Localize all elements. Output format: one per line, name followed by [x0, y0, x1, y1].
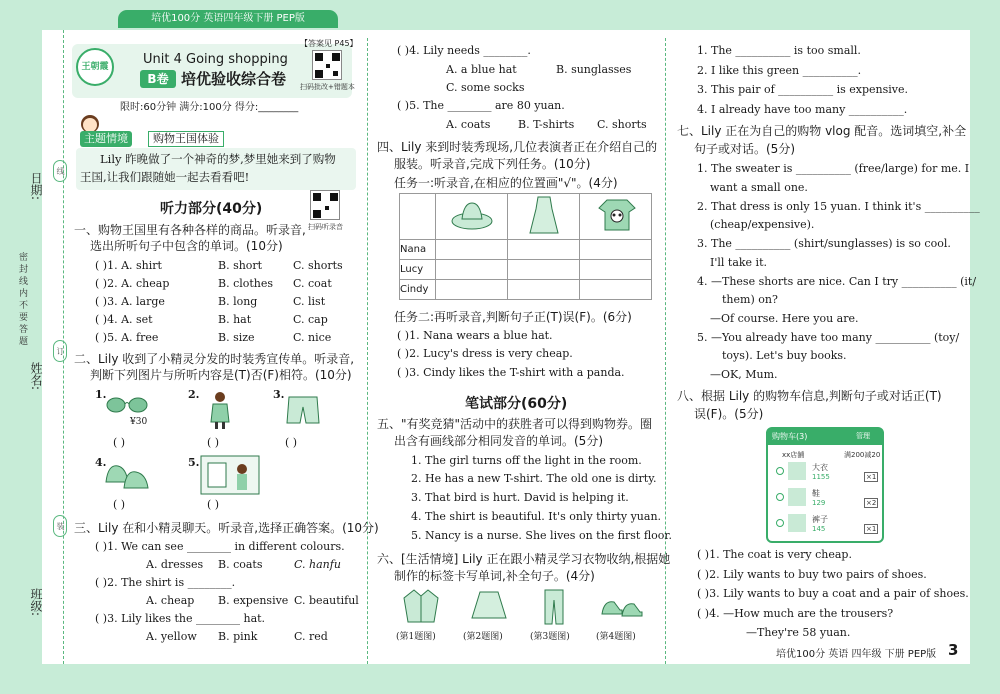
theme-tag: 主题情境 — [80, 131, 132, 147]
q7-heading: 七、Lily 正在为自己的购物 vlog 配音。选词填空,补全 — [677, 124, 967, 138]
option: C. coat — [293, 277, 332, 290]
q7-line: 5. —You already have too many __________ (toy/ — [697, 331, 960, 344]
qr-caption: 扫码听录音 — [308, 223, 343, 231]
q3-item: ( )2. The shirt is ________. — [95, 576, 236, 589]
paper-label: B卷 — [140, 70, 176, 88]
shoes-thumbnail — [788, 488, 806, 506]
tf-item: ( )2. Lily wants to buy two pairs of shoes. — [697, 568, 927, 581]
option: B. expensive — [218, 594, 289, 607]
column-divider — [665, 38, 666, 664]
coat-thumbnail — [788, 462, 806, 480]
select-checkbox[interactable] — [776, 493, 784, 501]
option: C. cap — [293, 313, 328, 326]
bottom-frame — [0, 664, 1000, 694]
option: B. size — [218, 331, 255, 344]
answer-paren: ( ) — [285, 436, 298, 449]
unit-title: Unit 4 Going shopping — [143, 52, 288, 67]
q2-heading: 二、Lily 收到了小精灵分发的时装秀宣传单。听录音, — [74, 352, 355, 366]
time-score-line: 限时:60分钟 满分:100分 得分:________ — [120, 102, 299, 113]
q1-item: ( )3. A. large — [95, 295, 165, 308]
option: B. hat — [218, 313, 252, 326]
sneakers-icon — [600, 594, 644, 618]
q3-item: ( )5. The ________ are 80 yuan. — [397, 99, 565, 112]
check-cell[interactable] — [580, 280, 652, 300]
date-label: 日期: — [29, 172, 43, 201]
cart-title: 购物车(3) — [768, 429, 882, 445]
option: C. shorts — [293, 259, 343, 272]
sunglasses-icon — [106, 396, 148, 414]
trousers-icon — [543, 588, 565, 626]
q1-item: ( )5. A. free — [95, 331, 159, 344]
option: C. list — [293, 295, 326, 308]
q1-heading: 一、购物王国里有各种各样的商品。听录音, — [74, 223, 306, 237]
q4-heading: 四、Lily 来到时装秀现场,几位表演者正在介绍自己的 — [377, 140, 658, 154]
class-label: 班级: — [29, 588, 43, 617]
check-cell[interactable] — [580, 240, 652, 260]
q6-heading: 六、[生活情境] Lily 正在跟小精灵学习衣物收纳,根据她 — [377, 552, 671, 566]
phonics-item: 1. The girl turns off the light in the room. — [411, 454, 642, 467]
q7-line: 1. The sweater is __________ (free/large) for me. I — [697, 162, 970, 175]
fill-item: 3. This pair of __________ is expensive. — [697, 83, 909, 96]
q7-heading: 句子或对话。(5分) — [694, 142, 795, 156]
option: B. pink — [218, 630, 258, 643]
dress-icon — [528, 195, 560, 235]
q4-heading: 服装。听录音,完成下列任务。(10分) — [394, 157, 591, 171]
binding-line — [44, 30, 64, 664]
option: A. coats — [446, 118, 491, 131]
binding-mark: 线 — [53, 160, 67, 182]
answer-reference: 【答案见 P45】 — [300, 39, 358, 48]
name-label: 姓名: — [29, 362, 43, 391]
item-name: 鞋 — [812, 489, 820, 498]
qr-code-icon[interactable] — [310, 190, 340, 220]
price-tag: ¥30 — [130, 417, 148, 427]
book-title-tab: 培优100分 英语四年级下册 PEP版 — [118, 10, 338, 28]
option: C. some socks — [446, 81, 525, 94]
check-cell[interactable] — [436, 280, 508, 300]
option: C. beautiful — [294, 594, 359, 607]
shopping-cart-screen — [766, 427, 884, 543]
binding-mark: 装 — [53, 515, 67, 537]
promo-text: 满200减20 — [844, 451, 881, 459]
answer-paren: ( ) — [207, 498, 220, 511]
phonics-item: 5. Nancy is a nurse. She lives on the first floor. — [411, 529, 672, 542]
panda-tshirt-icon — [597, 198, 637, 232]
option: C. hanfu — [294, 558, 341, 571]
binding-mark: 订 — [53, 340, 67, 362]
option: B. clothes — [218, 277, 274, 290]
q7-line: 2. That dress is only 15 yuan. I think it's __________ — [697, 200, 980, 213]
girl-coat-icon — [206, 390, 234, 430]
q1-item: ( )1. A. shirt — [95, 259, 162, 272]
q1-item: ( )4. A. set — [95, 313, 153, 326]
qr-caption: 扫码批改+错题本 — [300, 83, 355, 91]
coat-icon — [402, 588, 440, 624]
picture-caption: (第2题图) — [463, 632, 503, 642]
q5-heading: 五、"有奖竞猜"活动中的获胜者可以得到购物券。圈 — [377, 417, 653, 431]
shorts-icon — [286, 395, 320, 425]
q6-heading: 制作的标签卡写单词,补全句子。(4分) — [394, 569, 595, 583]
manage-button[interactable]: 管理 — [856, 432, 870, 440]
item-qty[interactable]: ×2 — [866, 499, 877, 507]
q7-line: want a small one. — [710, 181, 808, 194]
q3-item: ( )3. Lily likes the ________ hat. — [95, 612, 266, 625]
trousers-thumbnail — [788, 514, 806, 532]
shop-window-icon — [200, 455, 260, 495]
item-name: 裤子 — [812, 515, 828, 524]
q2-num: 1. — [95, 388, 107, 401]
option: B. long — [218, 295, 258, 308]
answer-paren: ( ) — [113, 498, 126, 511]
page-number: 3 — [948, 641, 959, 659]
check-cell[interactable] — [436, 240, 508, 260]
tf-item: ( )4. —How much are the trousers? — [697, 607, 894, 620]
theme-name: 购物王国体验 — [148, 131, 224, 147]
q7-line: 4. —These shorts are nice. Can I try __________ (it/ — [697, 275, 977, 288]
check-cell[interactable] — [508, 280, 580, 300]
option: A. dresses — [146, 558, 204, 571]
item-qty[interactable]: ×1 — [866, 525, 877, 533]
select-checkbox[interactable] — [776, 467, 784, 475]
tf-item: ( )3. Cindy likes the T-shirt with a panda. — [397, 366, 625, 379]
q5-heading: 出含有画线部分相同发音的单词。(5分) — [394, 434, 603, 448]
phonics-item: 3. That bird is hurt. David is helping it. — [411, 491, 629, 504]
fill-item: 2. I like this green __________. — [697, 64, 862, 77]
right-frame — [970, 0, 1000, 694]
item-price: 129 — [812, 499, 826, 507]
q7-line: I'll take it. — [710, 256, 767, 269]
q7-line: —Of course. Here you are. — [710, 312, 859, 325]
picture-caption: (第3题图) — [530, 632, 570, 642]
q8-heading: 误(F)。(5分) — [694, 407, 764, 421]
q2-num: 3. — [273, 388, 285, 401]
option: A. cheap — [146, 594, 195, 607]
qr-code-icon[interactable] — [312, 50, 342, 80]
q3-item: ( )4. Lily needs ________. — [397, 44, 531, 57]
check-cell[interactable] — [508, 260, 580, 280]
shoes-icon — [104, 458, 150, 494]
tf-item: ( )3. Lily wants to buy a coat and a pair of shoes. — [697, 587, 969, 600]
phonics-item: 4. The shirt is beautiful. It's only thirty yuan. — [411, 510, 662, 523]
listening-title: 听力部分(40分) — [160, 201, 263, 217]
fill-item: 4. I already have too many __________. — [697, 103, 908, 116]
writing-title: 笔试部分(60分) — [465, 396, 568, 412]
q7-line: 3. The __________ (shirt/sunglasses) is so cool. — [697, 237, 951, 250]
check-cell[interactable] — [580, 260, 652, 280]
q2-num: 4. — [95, 456, 107, 469]
answer-paren: ( ) — [207, 436, 220, 449]
option: B. T-shirts — [518, 118, 575, 131]
option: B. coats — [218, 558, 263, 571]
theme-text: Lily 昨晚做了一个神奇的梦,梦里她来到了购物 — [100, 152, 336, 166]
option: C. shorts — [597, 118, 647, 131]
tf-item: ( )1. Nana wears a blue hat. — [397, 329, 553, 342]
q8-heading: 八、根据 Lily 的购物车信息,判断句子或对话正(T) — [677, 389, 942, 403]
option: C. nice — [293, 331, 332, 344]
answer-paren: ( ) — [113, 436, 126, 449]
q1-item: ( )2. A. cheap — [95, 277, 170, 290]
tf-item: —They're 58 yuan. — [746, 626, 851, 639]
performer-name: Lucy — [400, 260, 436, 280]
footer: 培优100分 英语 四年级 下册 PEP版 — [776, 649, 937, 660]
option: C. red — [294, 630, 328, 643]
check-cell[interactable] — [436, 260, 508, 280]
item-price: 145 — [812, 525, 826, 533]
hat-icon — [450, 197, 494, 233]
option: B. short — [218, 259, 263, 272]
seal-notice: 密封线内不要答题 — [17, 252, 27, 348]
fill-item: 1. The __________ is too small. — [697, 44, 861, 57]
publisher-logo: 王朝霞 — [76, 48, 114, 86]
q3-heading: 三、Lily 在和小精灵聊天。听录音,选择正确答案。(10分) — [74, 521, 379, 535]
paper-title: 培优验收综合卷 — [181, 70, 287, 88]
store-name: xx店舗 — [782, 451, 805, 459]
item-qty[interactable]: ×1 — [866, 473, 877, 481]
q2-num: 2. — [188, 388, 200, 401]
q7-line: (cheap/expensive). — [710, 218, 815, 231]
performer-name: Cindy — [400, 280, 436, 300]
column-divider — [367, 38, 368, 664]
q3-item: ( )1. We can see ________ in different colours. — [95, 540, 345, 553]
task-heading: 任务二:再听录音,判断句子正(T)误(F)。(6分) — [394, 310, 632, 324]
phonics-item: 2. He has a new T-shirt. The old one is dirty. — [411, 472, 657, 485]
option: A. yellow — [146, 630, 197, 643]
performer-name: Nana — [400, 240, 436, 260]
q2-num: 5. — [188, 456, 200, 469]
q7-line: —OK, Mum. — [710, 368, 778, 381]
option: B. sunglasses — [556, 63, 632, 76]
item-name: 大衣 — [812, 463, 828, 472]
tf-item: ( )2. Lucy's dress is very cheap. — [397, 347, 573, 360]
select-checkbox[interactable] — [776, 519, 784, 527]
picture-caption: (第1题图) — [396, 632, 436, 642]
check-cell[interactable] — [508, 240, 580, 260]
q7-line: them) on? — [722, 293, 778, 306]
theme-text: 王国,让我们跟随她一起去看看吧! — [80, 170, 250, 184]
item-price: 1155 — [812, 473, 830, 481]
picture-caption: (第4题图) — [596, 632, 636, 642]
q7-line: toys). Let's buy books. — [722, 349, 847, 362]
q2-heading: 判断下列图片与所听内容是(T)否(F)相符。(10分) — [90, 368, 352, 382]
skirt-icon — [470, 590, 508, 620]
task-heading: 任务一:听录音,在相应的位置画"√"。(4分) — [394, 176, 618, 190]
q1-heading: 选出所听句子中包含的单词。(10分) — [90, 239, 283, 253]
option: A. a blue hat — [446, 63, 517, 76]
tf-item: ( )1. The coat is very cheap. — [697, 548, 852, 561]
